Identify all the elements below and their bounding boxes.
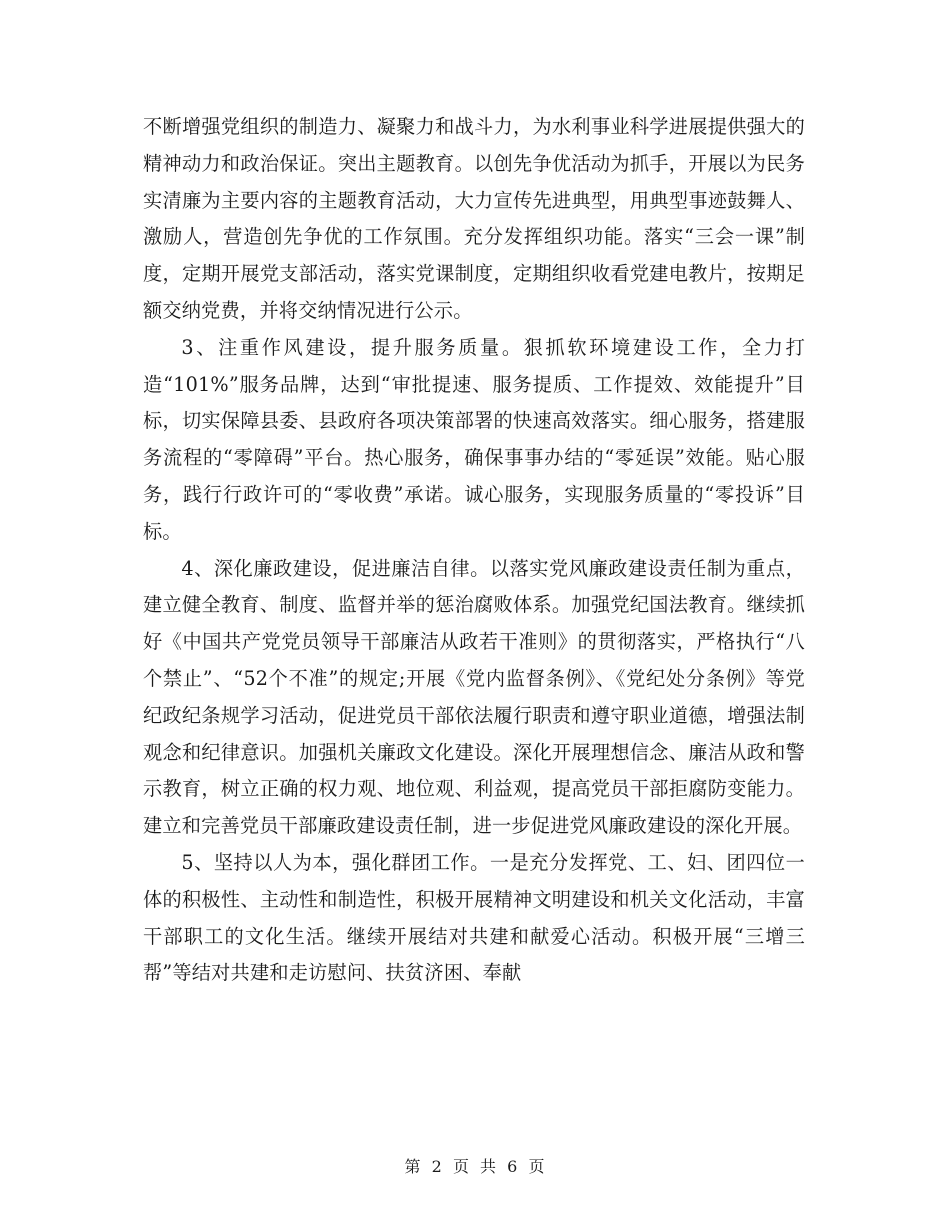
footer-prefix: 第 [404,1157,422,1176]
footer-suffix: 页 [528,1157,546,1176]
body-text [143,109,805,992]
paragraph-3: 4、深化廉政建设，促进廉洁自律。以落实党风廉政建设责任制为重点，建立健全教育、制度、监督并举的惩治腐败体系。加强党纪国法教育。继续抓好《中国共产党党员领导干部廉洁从政若干准则》的贯彻落实，严格执行“八个禁止”、“52个不准”的规定;开展《党内监督条例》、《党纪处分条例》等党纪政纪条规学习活动，促进党员干部依法履行职责和遵守职业道德，增强法制观念和纪律意识。加强机关廉政文化建设。深化开展理想信念、廉洁从政和警示教育，树立正确的权力观、地位观、利益观，提高党员干部拒腐防变能力。建立和完善党员干部廉政建设责任制，进一步促进党风廉政建设的深化开展。 [143,556,805,838]
footer-total-pages: 6 [507,1157,519,1176]
footer-page-word: 页 [452,1157,470,1176]
footer-total-word: 共 [480,1157,498,1176]
paragraph-4: 5、坚持以人为本，强化群团工作。一是充分发挥党、工、妇、团四位一体的积极性、主动性和制造性，积极开展精神文明建设和机关文化活动，丰富干部职工的文化生活。继续开展结对共建和献爱心活动。积极开展“三增三帮”等结对共建和走访慰问、扶贫济困、奉献 [143,850,805,985]
page-footer [0,1154,950,1177]
paragraph-2: 3、注重作风建设，提升服务质量。狠抓软环境建设工作，全力打造“101%”服务品牌，达到“审批提速、服务提质、工作提效、效能提升”目标，切实保障县委、县政府各项决策部署的快速高效落实。细心服务，搭建服务流程的“零障碍”平台。热心服务，确保事事办结的“零延误”效能。贴心服务，践行行政许可的“零收费”承诺。诚心服务，实现服务质量的“零投诉”目标。 [143,335,805,543]
paragraph-1: 不断增强党组织的制造力、凝聚力和战斗力，为水利事业科学进展提供强大的精神动力和政治保证。突出主题教育。以创先争优活动为抓手，开展以为民务实清廉为主要内容的主题教育活动，大力宣传先进典型，用典型事迹鼓舞人、激励人，营造创先争优的工作氛围。充分发挥组织功能。落实“三会一课”制度，定期开展党支部活动，落实党课制度，定期组织收看党建电教片，按期足额交纳党费，并将交纳情况进行公示。 [143,115,805,322]
footer-current-page: 2 [431,1157,443,1176]
